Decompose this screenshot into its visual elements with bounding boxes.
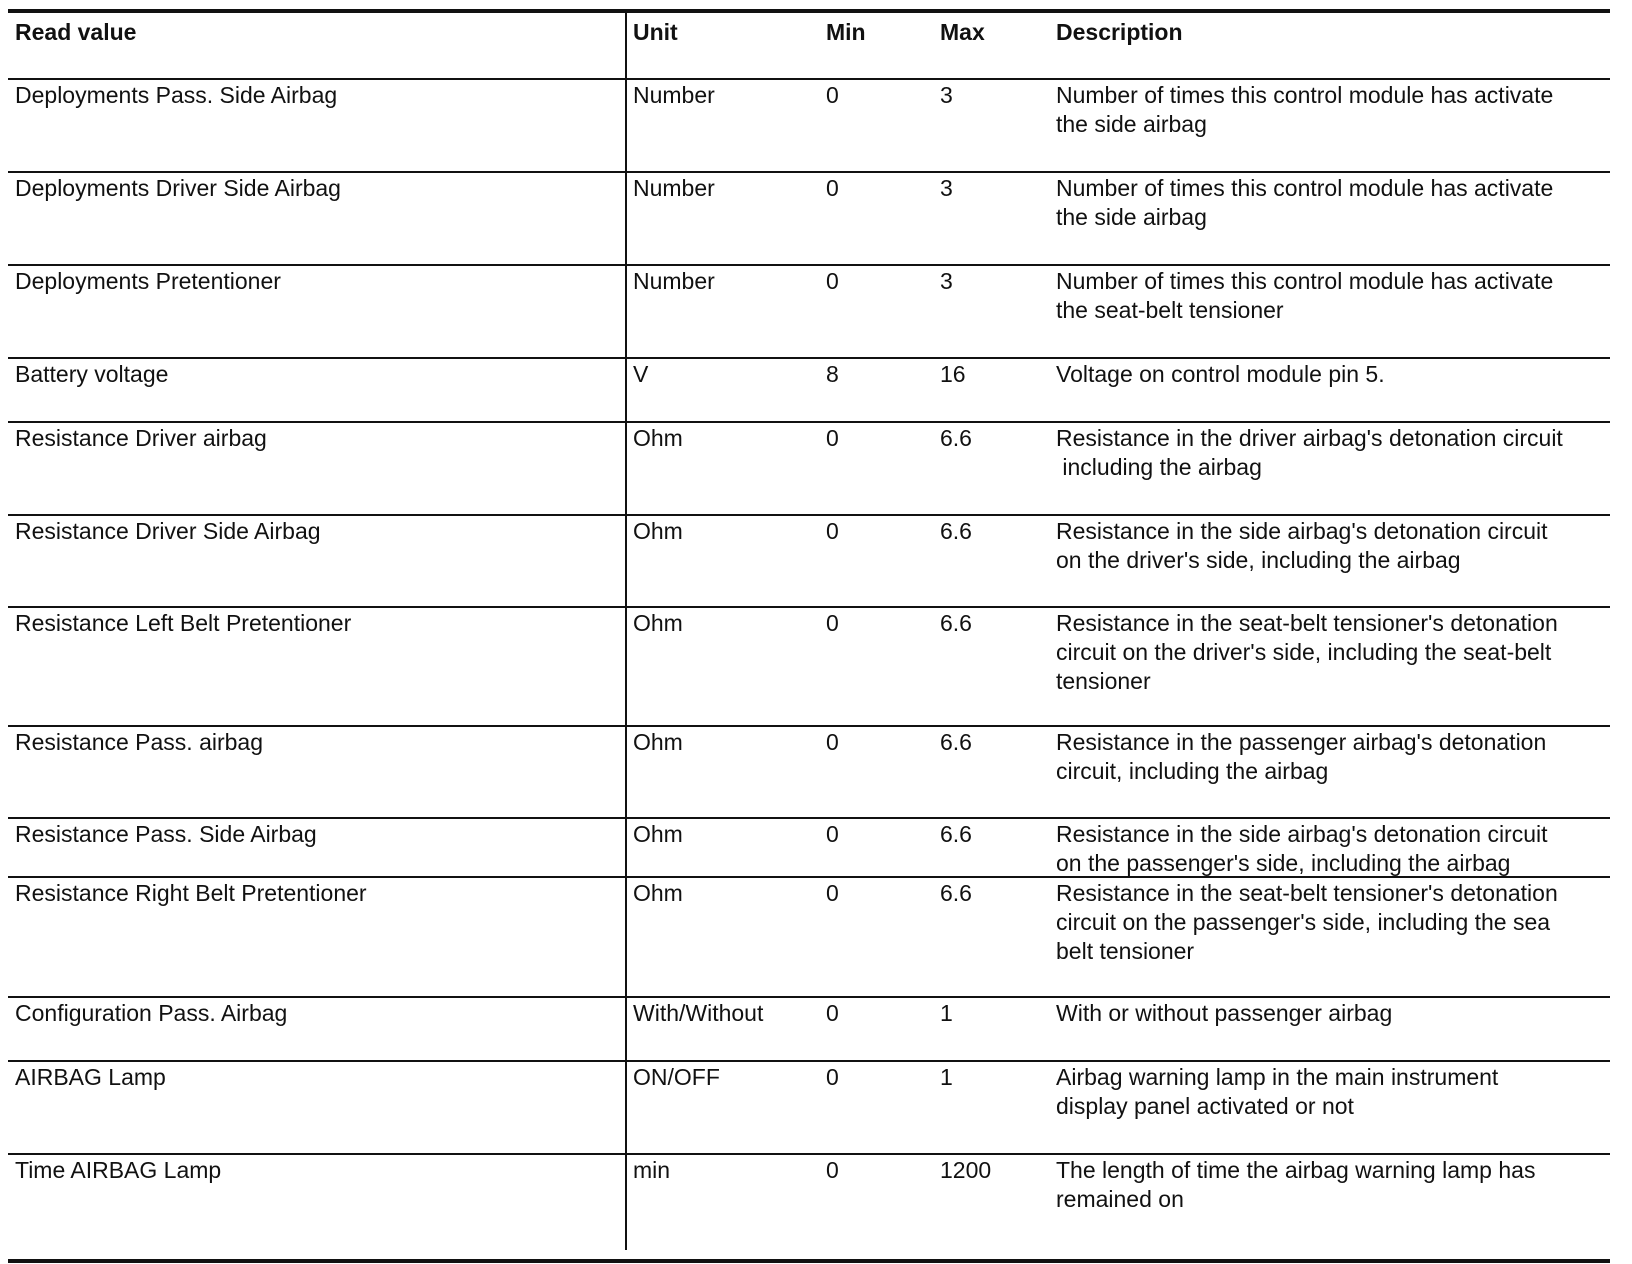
row-divider — [8, 725, 1610, 727]
min-cell: 0 — [826, 268, 839, 294]
unit-cell: Ohm — [633, 610, 683, 636]
max-cell: 1 — [940, 1064, 953, 1090]
max-cell: 16 — [940, 361, 966, 387]
description-line: Airbag warning lamp in the main instrument — [1056, 1064, 1499, 1090]
unit-cell: min — [633, 1157, 671, 1183]
description-line: circuit on the passenger's side, including the sea — [1056, 909, 1551, 935]
description-cell — [1056, 81, 1553, 139]
min-cell: 0 — [826, 175, 839, 201]
description-line: Number of times this control module has activate — [1056, 175, 1554, 201]
read-value-cell: Resistance Pass. airbag — [15, 729, 264, 755]
unit-cell: Ohm — [633, 821, 683, 847]
description-line: circuit on the driver's side, including the seat-belt — [1056, 639, 1552, 665]
description-line: on the driver's side, including the airbag — [1056, 547, 1461, 573]
unit-cell: V — [633, 361, 649, 387]
min-cell: 8 — [826, 361, 839, 387]
min-cell: 0 — [826, 425, 839, 451]
read-value-cell: Deployments Driver Side Airbag — [15, 175, 341, 201]
max-cell: 6.6 — [940, 518, 972, 544]
table-top-rule — [8, 9, 1610, 13]
description-line: including the airbag — [1056, 454, 1262, 480]
max-cell: 1 — [940, 1000, 953, 1026]
description-line: the seat-belt tensioner — [1056, 297, 1284, 323]
read-value-cell: Resistance Left Belt Pretentioner — [15, 610, 352, 636]
description-line: Resistance in the driver airbag's detonation circuit — [1056, 425, 1563, 451]
min-cell: 0 — [826, 1157, 839, 1183]
min-cell: 0 — [826, 82, 839, 108]
row-divider — [8, 1153, 1610, 1155]
read-value-cell: Deployments Pretentioner — [15, 268, 281, 294]
read-value-cell: Resistance Driver airbag — [15, 425, 267, 451]
description-line: remained on — [1056, 1186, 1184, 1212]
unit-cell: Ohm — [633, 518, 683, 544]
description-line: The length of time the airbag warning lamp has — [1056, 1157, 1536, 1183]
min-cell: 0 — [826, 821, 839, 847]
max-cell: 6.6 — [940, 425, 972, 451]
unit-cell: Number — [633, 268, 715, 294]
description-line: display panel activated or not — [1056, 1093, 1354, 1119]
description-line: Number of times this control module has activate — [1056, 268, 1554, 294]
table-bottom-rule — [8, 1259, 1610, 1263]
row-divider — [8, 1060, 1610, 1062]
column-divider — [625, 12, 627, 1250]
description-line: With or without passenger airbag — [1056, 1000, 1393, 1026]
max-cell: 6.6 — [940, 729, 972, 755]
read-value-cell: Resistance Pass. Side Airbag — [15, 821, 317, 847]
min-cell: 0 — [826, 1000, 839, 1026]
description-cell — [1056, 1156, 1535, 1214]
max-cell: 3 — [940, 175, 953, 201]
description-cell — [1056, 517, 1548, 575]
header-max: Max — [940, 19, 985, 45]
description-cell — [1056, 609, 1558, 696]
description-line: Resistance in the side airbag's detonation circuit — [1056, 518, 1548, 544]
read-value-cell: AIRBAG Lamp — [15, 1064, 166, 1090]
description-line: Voltage on control module pin 5. — [1056, 361, 1385, 387]
unit-cell: Ohm — [633, 425, 683, 451]
max-cell: 3 — [940, 82, 953, 108]
read-value-cell: Deployments Pass. Side Airbag — [15, 82, 338, 108]
description-cell — [1056, 424, 1563, 482]
unit-cell: Number — [633, 175, 715, 201]
description-line: Resistance in the seat-belt tensioner's detonation — [1056, 610, 1558, 636]
row-divider — [8, 514, 1610, 516]
min-cell: 0 — [826, 1064, 839, 1090]
row-divider — [8, 606, 1610, 608]
max-cell: 1200 — [940, 1157, 992, 1183]
description-line: belt tensioner — [1056, 938, 1195, 964]
row-divider — [8, 817, 1610, 819]
max-cell: 6.6 — [940, 821, 972, 847]
max-cell: 3 — [940, 268, 953, 294]
description-cell — [1056, 1063, 1498, 1121]
description-cell — [1056, 360, 1385, 389]
min-cell: 0 — [826, 880, 839, 906]
header-min: Min — [826, 19, 866, 45]
description-line: the side airbag — [1056, 204, 1207, 230]
row-divider — [8, 357, 1610, 359]
read-value-cell: Configuration Pass. Airbag — [15, 1000, 288, 1026]
header-read-value: Read value — [15, 19, 137, 45]
description-cell — [1056, 999, 1392, 1028]
max-cell: 6.6 — [940, 880, 972, 906]
description-cell — [1056, 174, 1553, 232]
read-value-cell: Time AIRBAG Lamp — [15, 1157, 222, 1183]
unit-cell: Ohm — [633, 880, 683, 906]
description-cell — [1056, 820, 1548, 878]
unit-cell: With/Without — [633, 1000, 764, 1026]
description-line: circuit, including the airbag — [1056, 758, 1329, 784]
description-cell — [1056, 267, 1553, 325]
description-line: the side airbag — [1056, 111, 1207, 137]
read-value-cell: Resistance Driver Side Airbag — [15, 518, 321, 544]
min-cell: 0 — [826, 610, 839, 636]
row-divider — [8, 264, 1610, 266]
description-cell — [1056, 879, 1558, 966]
row-divider — [8, 996, 1610, 998]
min-cell: 0 — [826, 729, 839, 755]
description-line: Resistance in the seat-belt tensioner's detonation — [1056, 880, 1558, 906]
unit-cell: Ohm — [633, 729, 683, 755]
min-cell: 0 — [826, 518, 839, 544]
read-value-cell: Battery voltage — [15, 361, 169, 387]
description-line: tensioner — [1056, 668, 1151, 694]
description-cell — [1056, 728, 1546, 786]
unit-cell: ON/OFF — [633, 1064, 720, 1090]
max-cell: 6.6 — [940, 610, 972, 636]
unit-cell: Number — [633, 82, 715, 108]
description-line: Number of times this control module has activate — [1056, 82, 1554, 108]
description-line: Resistance in the passenger airbag's detonation — [1056, 729, 1547, 755]
read-value-cell: Resistance Right Belt Pretentioner — [15, 880, 367, 906]
row-divider — [8, 171, 1610, 173]
row-divider — [8, 421, 1610, 423]
row-divider — [8, 78, 1610, 80]
header-description: Description — [1056, 19, 1183, 45]
description-line: Resistance in the side airbag's detonation circuit — [1056, 821, 1548, 847]
header-unit: Unit — [633, 19, 678, 45]
description-line: on the passenger's side, including the airbag — [1056, 850, 1511, 876]
